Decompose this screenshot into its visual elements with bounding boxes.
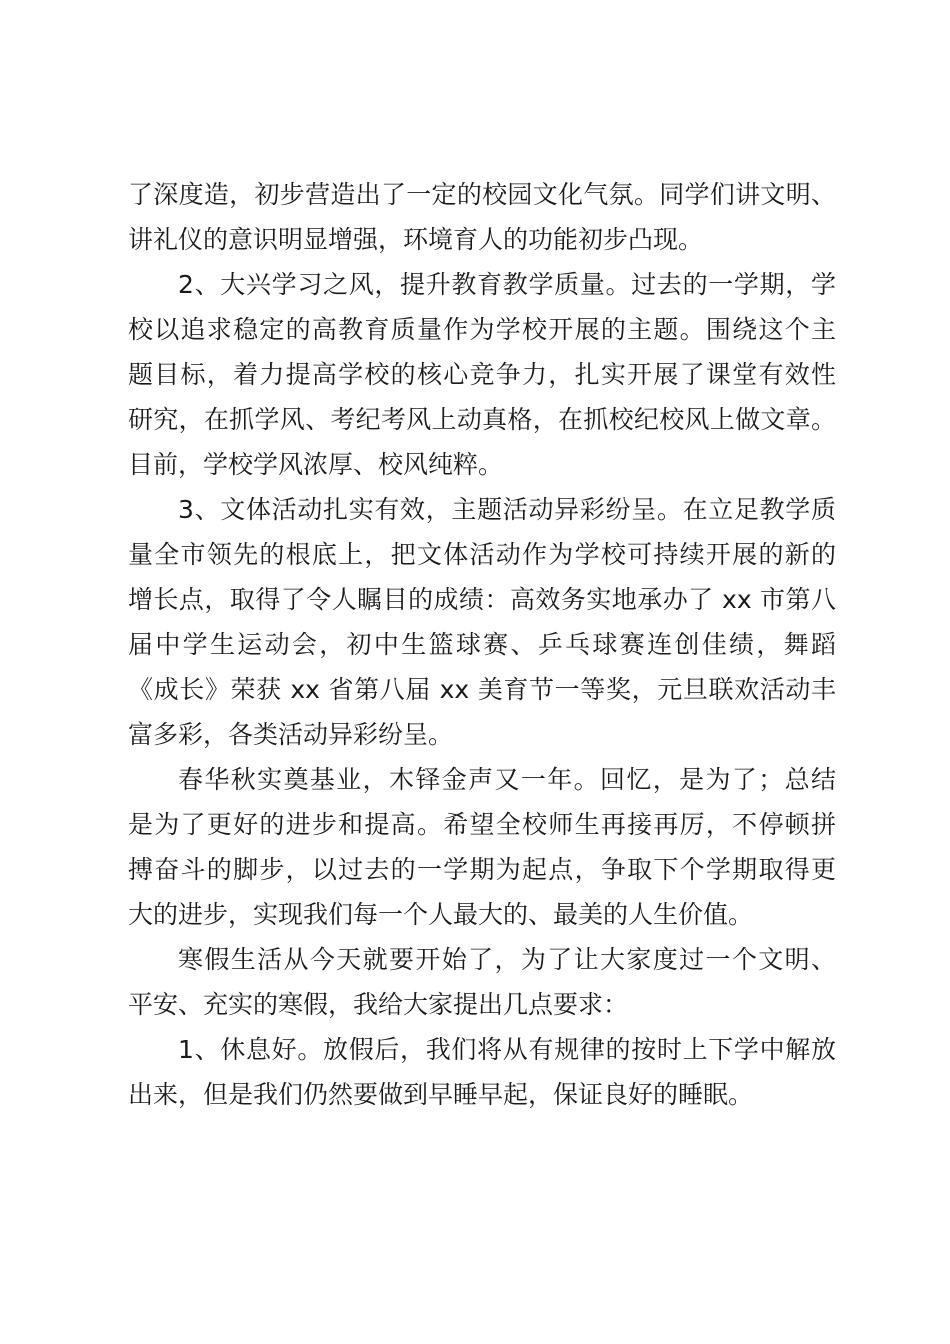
text-line: 了深度造，初步营造出了一定的校园文化气氛。同学们讲文明、: [128, 180, 836, 209]
paragraph-3: [128, 487, 836, 757]
text-line: 量全市领先的根底上，把文体活动作为学校可持续开展的新的: [128, 540, 836, 569]
text-line: 届中学生运动会，初中生篮球赛、乒乓球赛连创佳绩，舞蹈: [128, 630, 836, 659]
text-line: 校以追求稳定的高教育质量作为学校开展的主题。围绕这个主: [128, 315, 836, 344]
text-line: 2、大兴学习之风，提升教育教学质量。过去的一学期，学: [178, 270, 836, 299]
text-line: 春华秋实奠基业，木铎金声又一年。回忆，是为了；总结: [178, 765, 836, 794]
text-line: 讲礼仪的意识明显增强，环境育人的功能初步凸现。: [128, 225, 704, 254]
text-line: 出来，但是我们仍然要做到早睡早起，保证良好的睡眠。: [128, 1080, 754, 1109]
text-line: 寒假生活从今天就要开始了，为了让大家度过一个文明、: [178, 945, 836, 974]
text-line: 目前，学校学风浓厚、校风纯粹。: [128, 450, 504, 479]
text-line: 题目标，着力提高学校的核心竞争力，扎实开展了课堂有效性: [128, 360, 836, 389]
paragraph-5: [128, 937, 836, 1027]
text-line: 增长点，取得了令人瞩目的成绩：高效务实地承办了 xx 市第八: [128, 585, 836, 614]
text-line: 平安、充实的寒假，我给大家提出几点要求：: [128, 990, 629, 1019]
document-body: [128, 172, 836, 1117]
text-line: 搏奋斗的脚步，以过去的一学期为起点，争取下个学期取得更: [128, 855, 836, 884]
paragraph-1: [128, 172, 836, 262]
text-line: 《成长》荣获 xx 省第八届 xx 美育节一等奖，元旦联欢活动丰: [128, 675, 836, 704]
text-line: 富多彩，各类活动异彩纷呈。: [128, 720, 454, 749]
text-line: 是为了更好的进步和提高。希望全校师生再接再厉，不停顿拼: [128, 810, 836, 839]
text-line: 3、文体活动扎实有效，主题活动异彩纷呈。在立足教学质: [178, 495, 836, 524]
text-line: 研究，在抓学风、考纪考风上动真格，在抓校纪校风上做文章。: [128, 405, 836, 434]
paragraph-4: [128, 757, 836, 937]
text-line: 1、休息好。放假后，我们将从有规律的按时上下学中解放: [178, 1035, 836, 1064]
paragraph-2: [128, 262, 836, 487]
paragraph-6: [128, 1027, 836, 1117]
text-line: 大的进步，实现我们每一个人最大的、最美的人生价值。: [128, 900, 754, 929]
